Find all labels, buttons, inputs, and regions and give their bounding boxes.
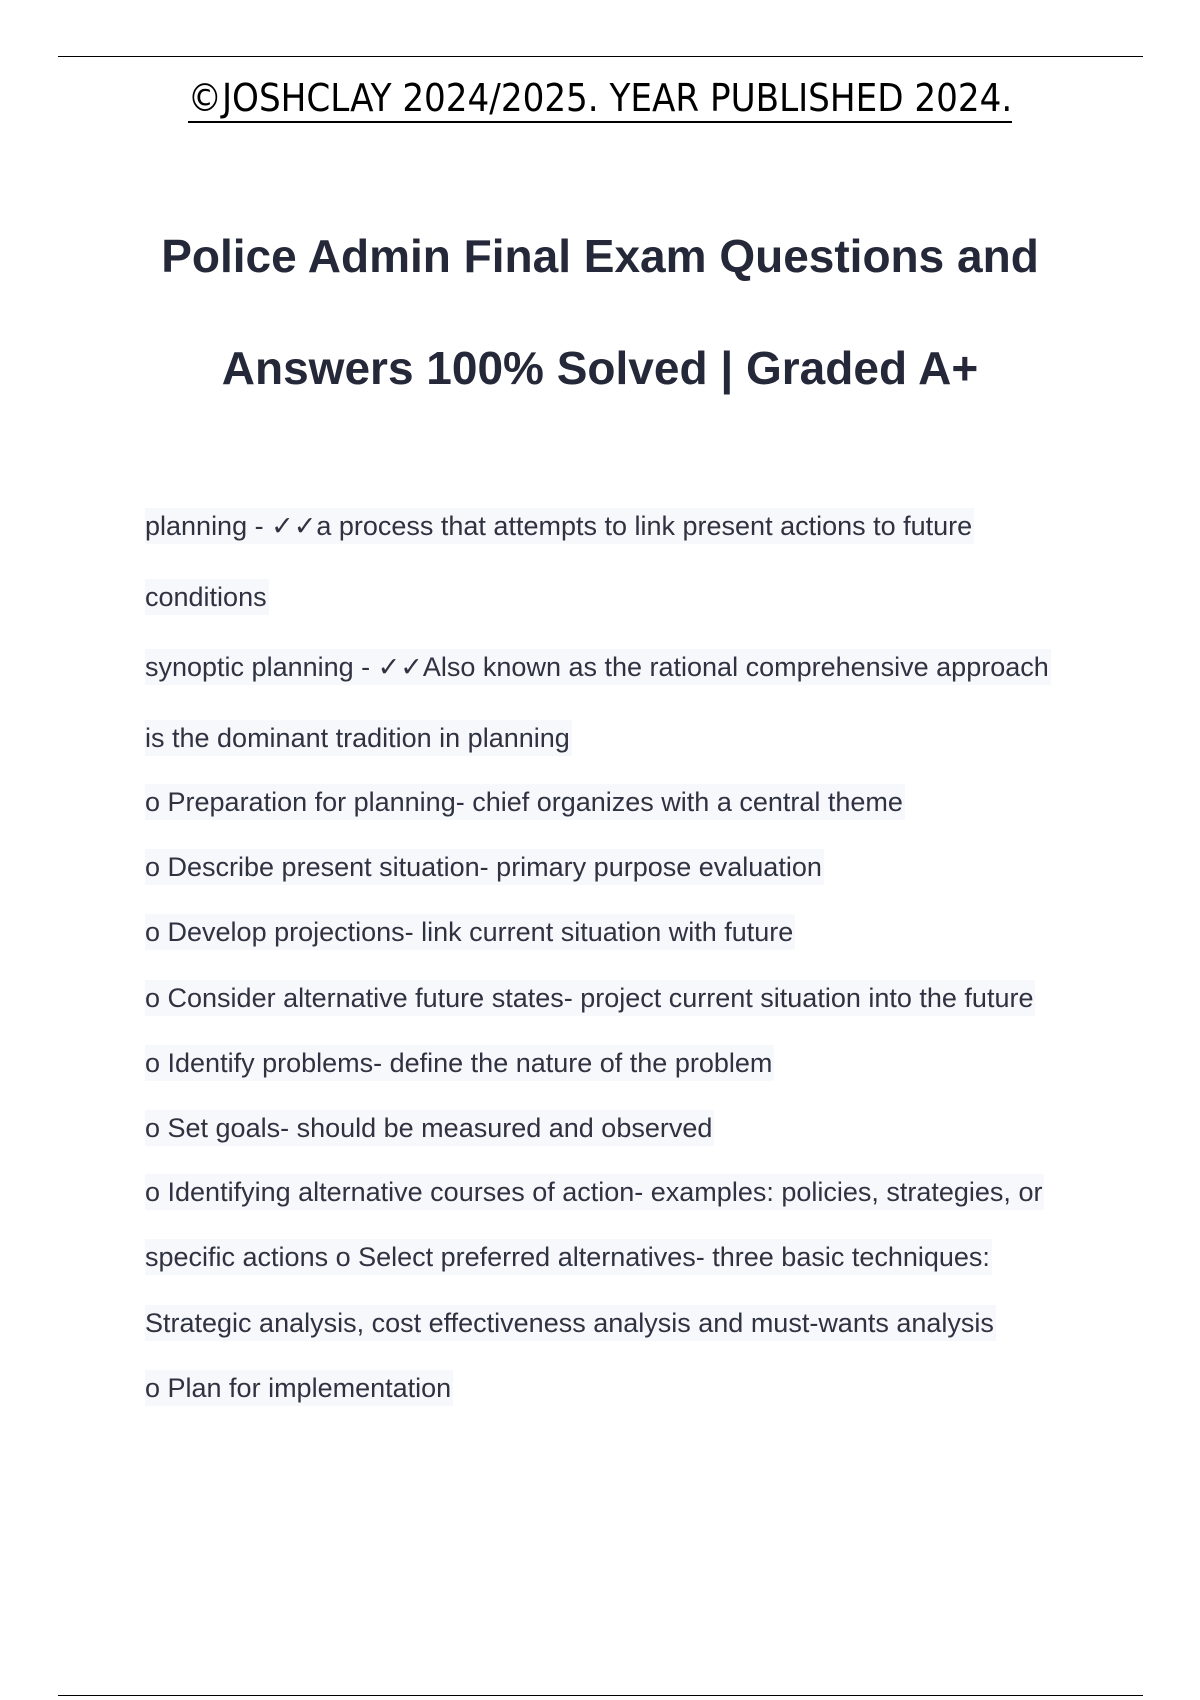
body-line: Strategic analysis, cost effectiveness analysis and must-wants analysis [145, 1305, 996, 1341]
body-line: is the dominant tradition in planning [145, 720, 572, 756]
body-line: o Set goals- should be measured and observed [145, 1110, 714, 1146]
title-line-1: Police Admin Final Exam Questions and [161, 230, 1039, 282]
body-line: o Identify problems- define the nature of the problem [145, 1045, 774, 1081]
bottom-divider [58, 1695, 1143, 1696]
body-line: specific actions o Select preferred alternatives- three basic techniques: [145, 1239, 992, 1275]
body-line: synoptic planning - ✓✓Also known as the rational comprehensive approach [145, 649, 1051, 685]
body-line: o Preparation for planning- chief organizes with a central theme [145, 784, 905, 820]
copyright-text: ©JOSHCLAY 2024/2025. YEAR PUBLISHED 2024. [188, 76, 1012, 123]
body-line: o Develop projections- link current situation with future [145, 914, 795, 950]
body-line: o Plan for implementation [145, 1370, 453, 1406]
body-line: o Consider alternative future states- project current situation into the future [145, 980, 1035, 1016]
body-line: planning - ✓✓a process that attempts to link present actions to future [145, 508, 974, 544]
body-line: conditions [145, 579, 269, 615]
title-line-2: Answers 100% Solved | Graded A+ [221, 342, 979, 394]
body-line: o Identifying alternative courses of action- examples: policies, strategies, or [145, 1174, 1044, 1210]
body-line: o Describe present situation- primary purpose evaluation [145, 849, 824, 885]
